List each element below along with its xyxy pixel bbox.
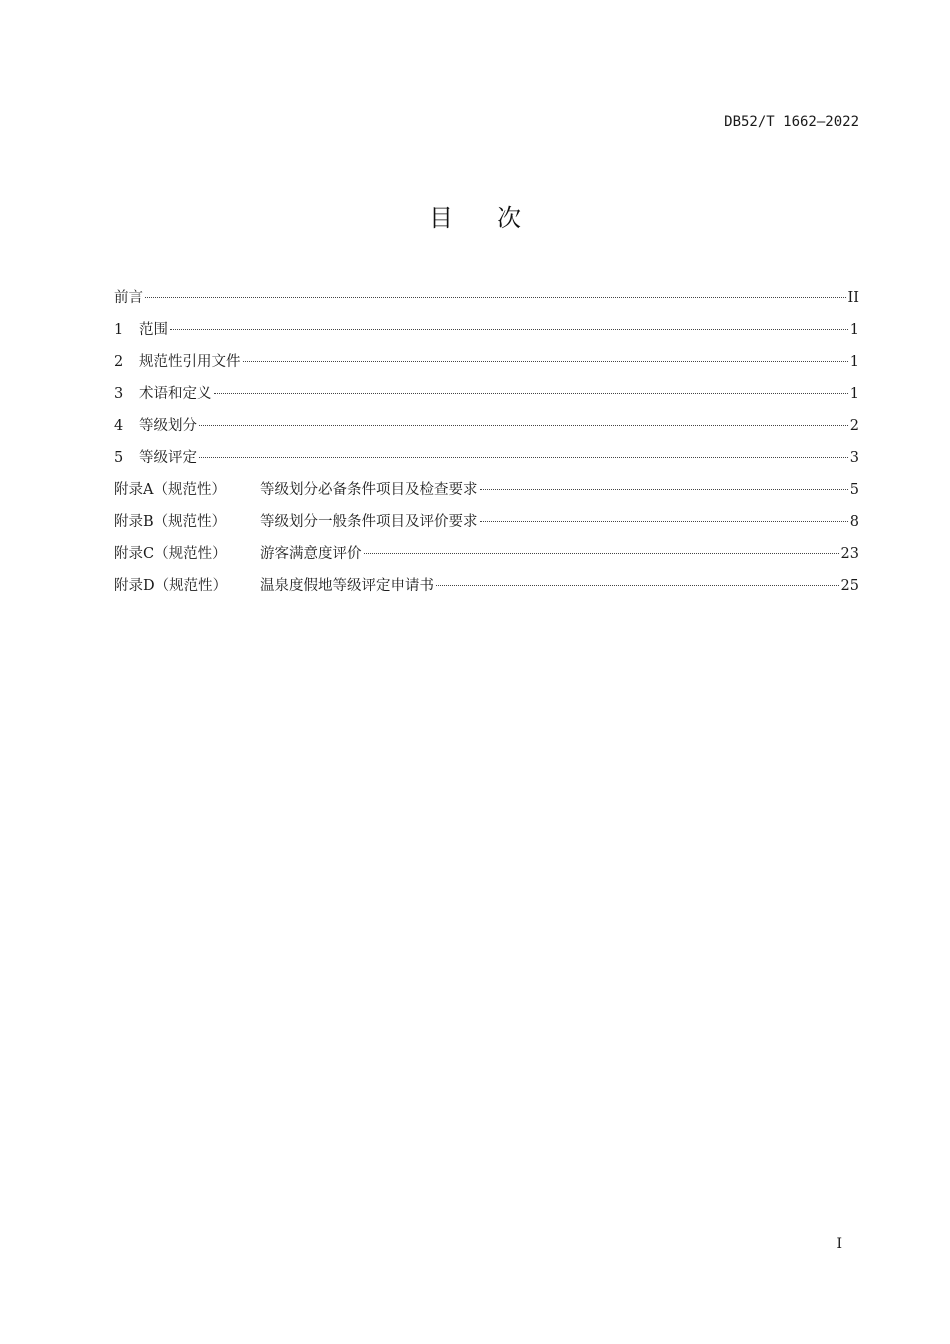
toc-leader-dots [480, 521, 848, 522]
toc-entry-page: 2 [849, 418, 859, 434]
toc-entry-page: 5 [849, 482, 859, 498]
toc-entry-number: 2 [114, 354, 124, 370]
toc-entry-appendix-label: 附录C（规范性） [114, 546, 227, 562]
toc-entry-page: II [847, 290, 859, 306]
toc-entry-grade-assessment[interactable] [114, 446, 859, 478]
toc-leader-dots [199, 457, 848, 458]
toc-entry-text: 等级划分一般条件项目及评价要求 [260, 514, 478, 530]
toc-entry-normative-references[interactable] [114, 350, 859, 382]
toc-entry-number: 5 [114, 450, 124, 466]
toc-entry-page: 25 [840, 578, 859, 594]
toc-entry-text: 规范性引用文件 [139, 354, 241, 370]
toc-leader-dots [364, 553, 839, 554]
toc-entry-appendix-d[interactable] [114, 574, 859, 606]
toc-entry-number: 4 [114, 418, 124, 434]
toc-entry-text: 等级评定 [139, 450, 197, 466]
toc-leader-dots [145, 297, 846, 298]
toc-entry-page: 1 [849, 386, 859, 402]
toc-leader-dots [243, 361, 848, 362]
toc-entry-text: 范围 [139, 322, 168, 338]
toc-title: 目次 [429, 204, 565, 232]
document-code: DB52/T 1662—2022 [724, 114, 859, 130]
toc-entry-appendix-b[interactable] [114, 510, 859, 542]
toc-entry-grade-classification[interactable] [114, 414, 859, 446]
toc-entry-appendix-label: 附录D（规范性） [114, 578, 228, 594]
toc-entry-preface[interactable] [114, 286, 859, 318]
toc-entry-appendix-label: 附录A（规范性） [114, 482, 226, 498]
toc-entry-page: 1 [849, 322, 859, 338]
toc-leader-dots [199, 425, 848, 426]
toc-entry-text: 前言 [114, 290, 143, 306]
toc-leader-dots [170, 329, 848, 330]
toc-entry-text: 术语和定义 [139, 386, 212, 402]
toc-entry-terms-definitions[interactable] [114, 382, 859, 414]
toc-leader-dots [214, 393, 848, 394]
toc-entry-text: 温泉度假地等级评定申请书 [260, 578, 434, 594]
toc-entry-appendix-label: 附录B（规范性） [114, 514, 227, 530]
toc-entry-scope[interactable] [114, 318, 859, 350]
toc-entry-page: 23 [840, 546, 859, 562]
toc-list [114, 286, 859, 606]
page-number: I [836, 1236, 842, 1252]
toc-entry-page: 3 [849, 450, 859, 466]
toc-entry-appendix-a[interactable] [114, 478, 859, 510]
toc-entry-page: 1 [849, 354, 859, 370]
toc-entry-text: 游客满意度评价 [260, 546, 362, 562]
toc-entry-page: 8 [849, 514, 859, 530]
toc-leader-dots [436, 585, 839, 586]
toc-entry-text: 等级划分 [139, 418, 197, 434]
toc-entry-number: 1 [114, 322, 124, 338]
toc-entry-number: 3 [114, 386, 124, 402]
toc-entry-appendix-c[interactable] [114, 542, 859, 574]
toc-leader-dots [480, 489, 848, 490]
toc-entry-text: 等级划分必备条件项目及检查要求 [260, 482, 478, 498]
